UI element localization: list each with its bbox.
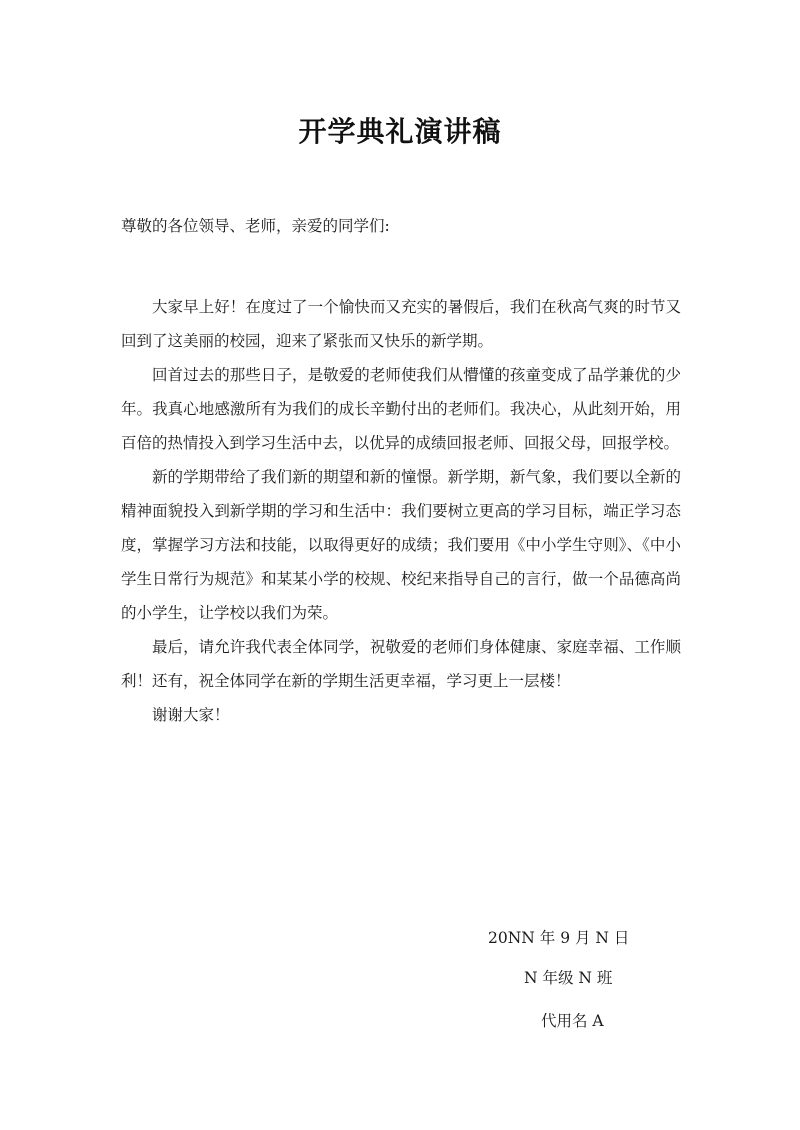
- paragraph: 最后，请允许我代表全体同学，祝敬爱的老师们身体健康、家庭幸福、工作顺利！还有，祝全体同学在新的学期生活更幸福，学习更上一层楼！: [121, 638, 681, 690]
- signature-name: 代用名 A: [541, 1012, 604, 1030]
- speech-body: [121, 290, 681, 732]
- paragraph: 回首过去的那些日子，是敬爱的老师使我们从懵懂的孩童变成了品学兼优的少年。我真心地感激所有为我们的成长辛勤付出的老师们。我决心，从此刻开始，用百倍的热情投入到学习生活中去，以优异的成绩回报老师、回报父母，回报学校。: [121, 366, 681, 452]
- salutation: 尊敬的各位领导、老师，亲爱的同学们:: [121, 217, 390, 235]
- paragraph: 大家早上好！在度过了一个愉快而又充实的暑假后，我们在秋高气爽的时节又回到了这美丽的校园，迎来了紧张而又快乐的新学期。: [121, 298, 681, 350]
- paragraph: 谢谢大家！: [152, 706, 230, 724]
- signature-date: 20NN 年 9 月 N 日: [488, 929, 630, 947]
- signature-class: N 年级 N 班: [524, 969, 613, 987]
- paragraph: 新的学期带给了我们新的期望和新的憧憬。新学期，新气象，我们要以全新的精神面貌投入到新学期的学习和生活中：我们要树立更高的学习目标，端正学习态度，掌握学习方法和技能，以取得更好的成绩；我们要用《中小学生守则》、《中小学生日常行为规范》和某某小学的校规、校纪来指导自己的言行，做一个品德高尚的小学生，让学校以我们为荣。: [121, 468, 681, 622]
- page-title: 开学典礼演讲稿: [298, 115, 502, 148]
